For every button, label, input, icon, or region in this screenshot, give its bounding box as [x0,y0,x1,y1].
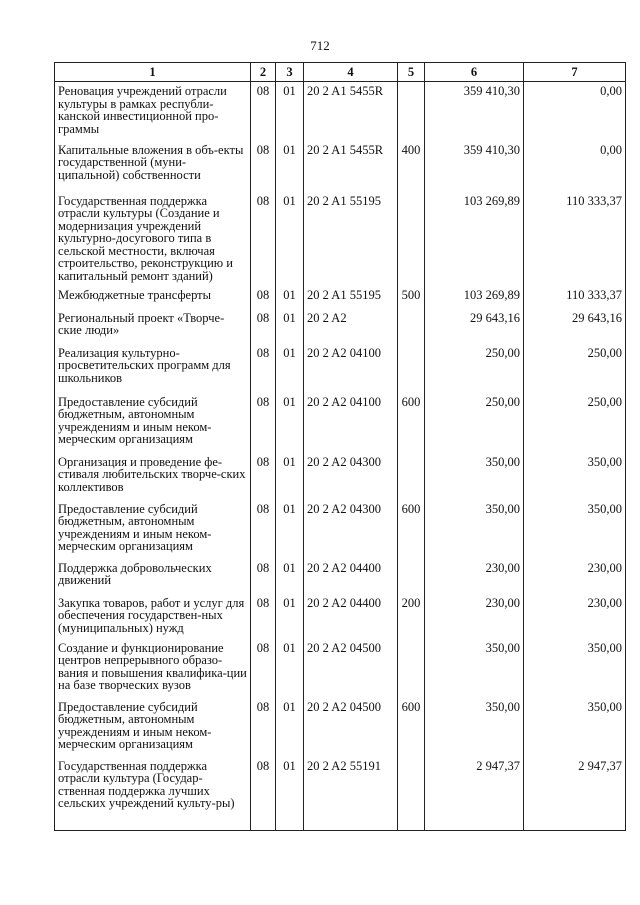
row-name: Государственная поддержка отрасли культуры (Создание и модернизация учреждений культурно-досугового типа в сельской местности, включая строительство, реконструкцию и капитальный ремонт зданий) [55,189,251,285]
table-row [55,285,626,310]
row-expense-type [398,310,425,345]
row-sum-2: 0,00 [524,82,626,140]
row-target-code: 20 2 A2 04400 [304,596,398,641]
row-sum-1: 103 269,89 [425,189,524,285]
row-target-code: 20 2 A2 04300 [304,454,398,502]
row-subsection: 01 [276,700,304,759]
row-target-code: 20 2 A2 04500 [304,641,398,700]
row-expense-type [398,561,425,596]
row-section: 08 [251,82,276,140]
row-name: Организация и проведение фе-стиваля любительских творче-ских коллективов [55,454,251,502]
header-col-6: 6 [425,63,524,82]
row-name: Реновация учреждений отрасли культуры в рамках республи-канской инвестиционной про-граммы [55,82,251,140]
row-expense-type [398,641,425,700]
table-row [55,596,626,641]
row-expense-type: 600 [398,700,425,759]
row-section: 08 [251,454,276,502]
header-col-3: 3 [276,63,304,82]
row-expense-type [398,759,425,831]
row-subsection: 01 [276,189,304,285]
row-expense-type: 400 [398,140,425,189]
row-sum-1: 230,00 [425,561,524,596]
header-col-5: 5 [398,63,425,82]
row-expense-type: 500 [398,285,425,310]
row-target-code: 20 2 A2 04300 [304,502,398,561]
row-sum-1: 350,00 [425,502,524,561]
table-row [55,454,626,502]
row-target-code: 20 2 A1 55195 [304,285,398,310]
row-subsection: 01 [276,561,304,596]
table-row [55,561,626,596]
row-subsection: 01 [276,82,304,140]
row-name: Капитальные вложения в объ-екты государственной (муни-ципальной) собственности [55,140,251,189]
row-subsection: 01 [276,140,304,189]
table-row [55,345,626,395]
table-row [55,502,626,561]
row-sum-1: 103 269,89 [425,285,524,310]
row-sum-1: 350,00 [425,700,524,759]
row-section: 08 [251,140,276,189]
row-expense-type [398,189,425,285]
row-expense-type [398,82,425,140]
row-section: 08 [251,310,276,345]
row-sum-2: 230,00 [524,596,626,641]
row-sum-2: 110 333,37 [524,189,626,285]
row-target-code: 20 2 A2 04100 [304,395,398,454]
row-sum-1: 350,00 [425,641,524,700]
header-col-2: 2 [251,63,276,82]
row-subsection: 01 [276,395,304,454]
row-name: Региональный проект «Творче-ские люди» [55,310,251,345]
row-sum-1: 2 947,37 [425,759,524,831]
table-row [55,310,626,345]
row-name: Государственная поддержка отрасли культура (Государ-ственная поддержка лучших сельских учреждений культу-ры) [55,759,251,831]
row-name: Предоставление субсидий бюджетным, автономным учреждениям и иным неком-мерческим организациям [55,700,251,759]
row-target-code: 20 2 A1 5455R [304,140,398,189]
row-expense-type: 200 [398,596,425,641]
row-section: 08 [251,641,276,700]
row-subsection: 01 [276,345,304,395]
row-expense-type: 600 [398,395,425,454]
row-section: 08 [251,189,276,285]
row-sum-2: 230,00 [524,561,626,596]
row-name: Закупка товаров, работ и услуг для обеспечения государствен-ных (муниципальных) нужд [55,596,251,641]
row-subsection: 01 [276,285,304,310]
table-row [55,700,626,759]
row-sum-2: 0,00 [524,140,626,189]
row-name: Создание и функционирование центров непрерывного образо-вания и повышения квалифика-ции на базе творческих вузов [55,641,251,700]
row-sum-1: 359 410,30 [425,140,524,189]
row-expense-type [398,454,425,502]
row-name: Поддержка добровольческих движений [55,561,251,596]
table-header-row [55,63,626,82]
row-subsection: 01 [276,310,304,345]
row-sum-2: 250,00 [524,345,626,395]
header-col-1: 1 [55,63,251,82]
table-row [55,82,626,140]
table-row [55,140,626,189]
budget-table [54,62,626,831]
table-row [55,641,626,700]
row-target-code: 20 2 A2 55191 [304,759,398,831]
row-sum-1: 350,00 [425,454,524,502]
row-sum-1: 29 643,16 [425,310,524,345]
row-target-code: 20 2 A2 04500 [304,700,398,759]
row-sum-2: 350,00 [524,700,626,759]
row-subsection: 01 [276,759,304,831]
row-target-code: 20 2 A2 04100 [304,345,398,395]
row-name: Предоставление субсидий бюджетным, автономным учреждениям и иным неком-мерческим организациям [55,395,251,454]
row-expense-type: 600 [398,502,425,561]
row-sum-1: 359 410,30 [425,82,524,140]
row-subsection: 01 [276,454,304,502]
row-expense-type [398,345,425,395]
row-sum-2: 350,00 [524,502,626,561]
row-sum-2: 350,00 [524,454,626,502]
page-number: 712 [310,38,330,53]
row-sum-1: 250,00 [425,395,524,454]
row-section: 08 [251,596,276,641]
row-name: Реализация культурно-просветительских программ для школьников [55,345,251,395]
row-subsection: 01 [276,502,304,561]
table-row [55,759,626,831]
header-col-4: 4 [304,63,398,82]
table-row [55,395,626,454]
row-section: 08 [251,700,276,759]
row-name: Межбюджетные трансферты [55,285,251,310]
row-section: 08 [251,345,276,395]
row-sum-2: 350,00 [524,641,626,700]
row-target-code: 20 2 A1 5455R [304,82,398,140]
row-sum-2: 110 333,37 [524,285,626,310]
row-target-code: 20 2 A2 [304,310,398,345]
row-subsection: 01 [276,596,304,641]
row-section: 08 [251,285,276,310]
row-section: 08 [251,502,276,561]
row-sum-2: 250,00 [524,395,626,454]
row-section: 08 [251,561,276,596]
row-sum-2: 2 947,37 [524,759,626,831]
row-subsection: 01 [276,641,304,700]
header-col-7: 7 [524,63,626,82]
row-sum-1: 230,00 [425,596,524,641]
row-section: 08 [251,759,276,831]
row-name: Предоставление субсидий бюджетным, автономным учреждениям и иным неком-мерческим организациям [55,502,251,561]
table-row [55,189,626,285]
row-target-code: 20 2 A1 55195 [304,189,398,285]
row-sum-1: 250,00 [425,345,524,395]
row-sum-2: 29 643,16 [524,310,626,345]
row-target-code: 20 2 A2 04400 [304,561,398,596]
row-section: 08 [251,395,276,454]
